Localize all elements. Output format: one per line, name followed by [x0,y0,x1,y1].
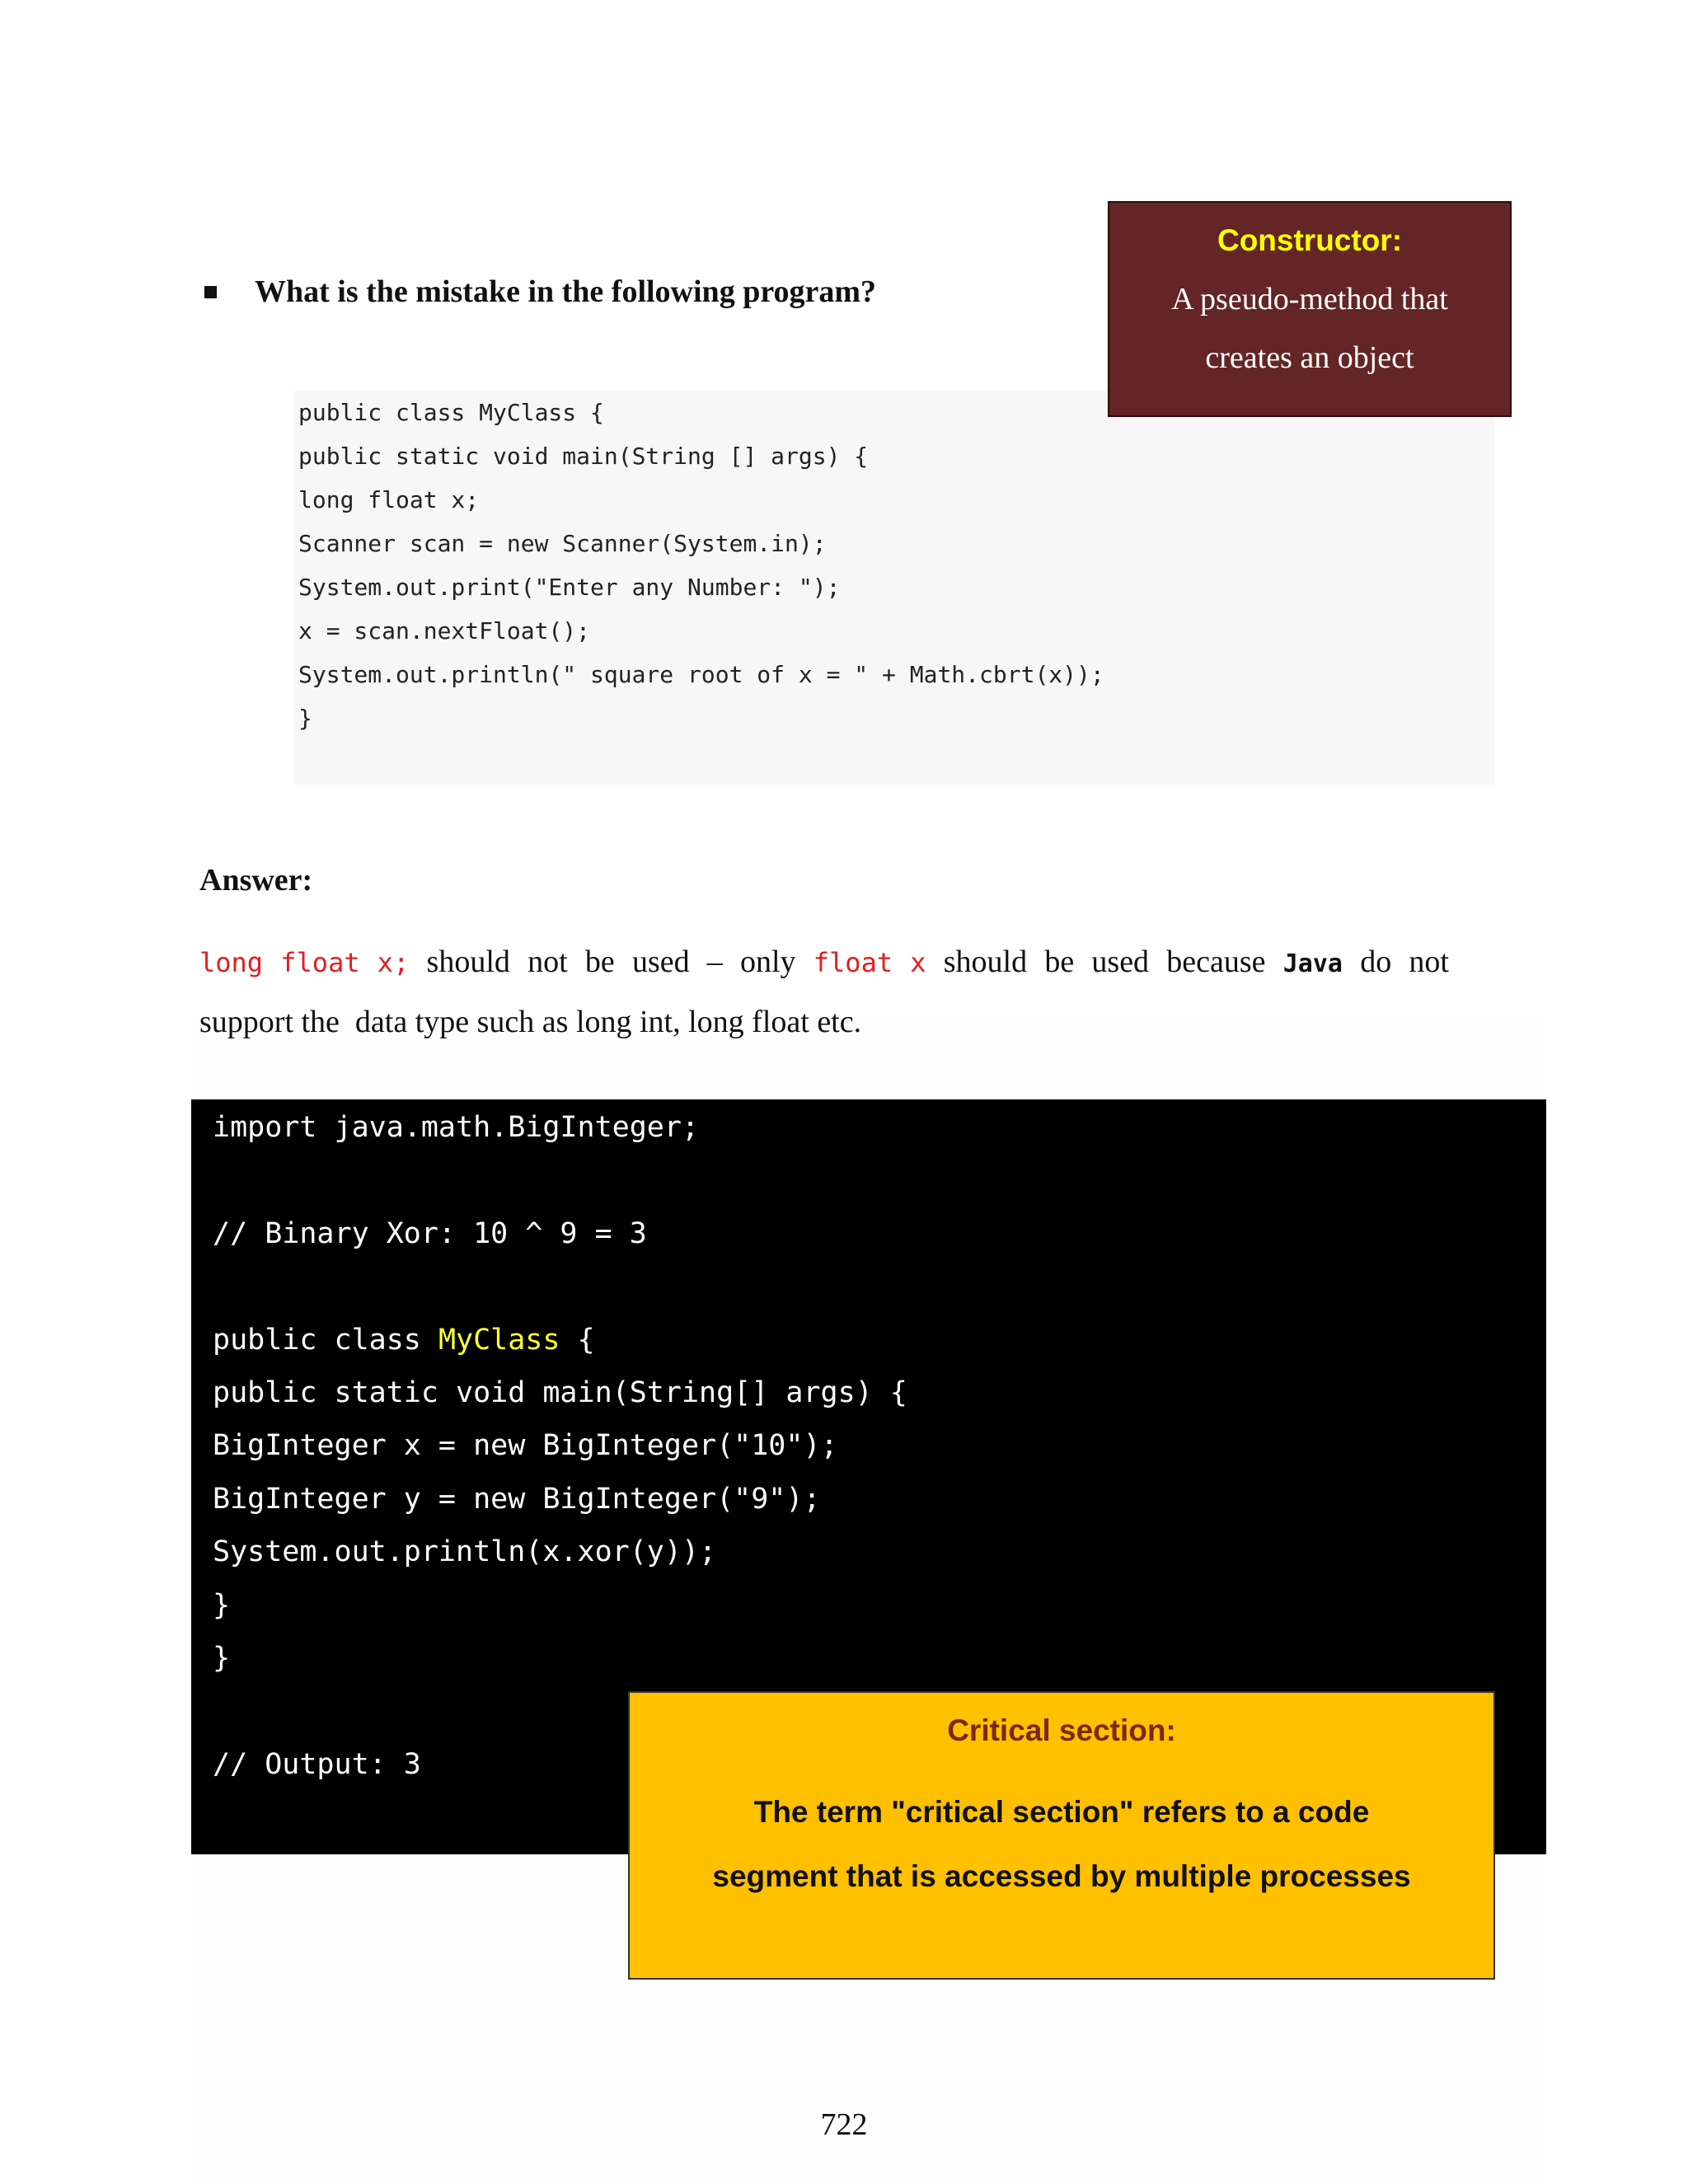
question-text: What is the mistake in the following program? [255,274,877,309]
code-line: Scanner scan = new Scanner(System.in); [298,530,827,557]
code-token: { [560,1324,595,1357]
answer-word: – [706,944,723,979]
code-line: BigInteger y = new BigInteger("9"); [213,1483,821,1516]
constructor-body [1109,270,1510,387]
square-bullet-icon [204,286,217,298]
code-line: long float x; [298,486,480,513]
answer-word: be [1044,944,1075,979]
code-token-classname: MyClass [438,1324,560,1357]
code-comment: // Binary Xor: 10 ^ 9 = 3 [213,1217,647,1250]
code-line: } [213,1642,231,1675]
code-line: } [298,705,312,732]
answer-word: should [426,944,510,979]
code-line [213,1324,595,1357]
inline-code: float [280,947,360,978]
answer-word: not [528,944,568,979]
code-token: public class [213,1324,438,1357]
question-heading [204,274,876,310]
code-block-scanner [293,391,1495,785]
answer-word: should [943,944,1028,979]
code-line: public class MyClass { [298,399,604,426]
inline-code-java: Java [1282,949,1343,978]
inline-code: float [813,947,893,978]
code-line: System.out.println(" square root of x = " + Math.cbrt(x)); [298,661,1104,688]
inline-code: x [910,947,926,978]
answer-word: used [631,944,690,979]
constructor-body-line: A pseudo-method that [1171,282,1448,316]
code-line: x = scan.nextFloat(); [298,617,591,644]
constructor-title: Constructor: [1217,223,1403,257]
critical-section-callout [628,1691,1495,1980]
code-line: } [213,1589,231,1622]
critical-body-line: segment that is accessed by multiple processes [712,1859,1411,1893]
critical-section-title: Critical section: [947,1713,1176,1747]
page-number: 722 [820,2107,868,2142]
answer-label: Answer: [199,863,313,898]
code-line: public static void main(String [] args) { [298,443,869,470]
constructor-body-line: creates an object [1205,340,1414,375]
code-line: System.out.print("Enter any Number: "); [298,574,841,601]
inline-code: long [199,947,264,978]
answer-line-1 [199,933,1449,993]
code-line: System.out.println(x.xor(y)); [213,1535,717,1568]
answer-word: do [1360,944,1392,979]
critical-body-line: The term "critical section" refers to a code [753,1795,1370,1829]
code-line: public static void main(String[] args) { [213,1376,907,1409]
critical-section-body [630,1780,1493,1909]
code-comment: // Output: 3 [213,1748,421,1781]
answer-line-2: support the data type such as long int, long float etc. [199,1005,862,1039]
answer-word: only [740,944,796,979]
constructor-callout [1108,201,1512,417]
answer-word: because [1166,944,1266,979]
answer-word: not [1409,944,1449,979]
answer-word: be [584,944,615,979]
code-line: import java.math.BigInteger; [213,1111,700,1144]
answer-word: used [1091,944,1150,979]
answer-text [199,933,1449,1051]
code-line: BigInteger x = new BigInteger("10"); [213,1429,838,1462]
inline-code: x; [377,947,410,978]
